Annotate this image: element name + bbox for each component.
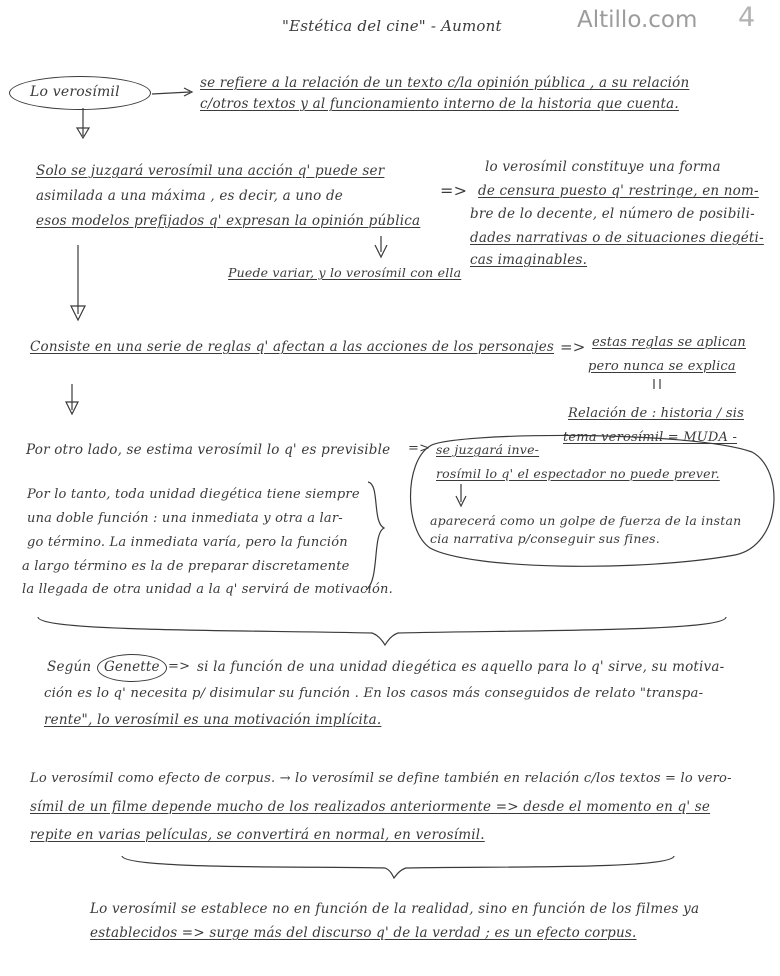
note-line: ción es lo q' necesita p/ disimular su función . En los casos más conseguidos de relato "transpa- xyxy=(44,686,704,701)
note-line: lo verosímil constituye una forma xyxy=(485,159,721,175)
note-line: Lo verosímil se establece no en función de la realidad, sino en función de los filmes ya xyxy=(90,901,700,917)
arrow-symbol: => xyxy=(168,659,191,674)
definition-line: c/otros textos y al funcionamiento interno de la historia que cuenta. xyxy=(200,96,679,112)
note-line: esos modelos prefijados q' expresan la opinión pública xyxy=(36,213,421,229)
note-line: Puede variar, y lo verosímil con ella xyxy=(228,265,462,280)
note-line: Por otro lado, se estima verosímil lo q' es previsible xyxy=(26,442,391,458)
note-line: bre de lo decente, el número de posibili- xyxy=(470,206,755,222)
arrow-symbol: => xyxy=(408,441,431,456)
note-line: rente", lo verosímil es una motivación implícita. xyxy=(44,712,382,728)
bubble-line: aparecerá como un golpe de fuerza de la instan xyxy=(430,513,742,528)
note-line: cas imaginables. xyxy=(470,252,588,268)
bubble-line: cia narrativa p/conseguir sus fines. xyxy=(430,531,660,546)
watermark: Altillo.com xyxy=(577,7,698,33)
note-line: si la función de una unidad diegética es aquello para lo q' sirve, su motiva- xyxy=(197,659,725,675)
term-verosimil: Lo verosímil xyxy=(30,84,120,100)
note-line: a largo término es la de preparar discretamente xyxy=(22,559,350,574)
note-line: Según xyxy=(47,659,92,675)
author-name: Genette xyxy=(104,659,160,675)
note-line: asimilada a una máxima , es decir, a uno de xyxy=(36,188,343,204)
note-line: la llegada de otra unidad a la q' servirá de motivación. xyxy=(22,582,393,597)
note-line: Por lo tanto, toda unidad diegética tiene siempre xyxy=(27,487,360,502)
page-number: 4 xyxy=(738,2,756,33)
note-line: establecidos => surge más del discurso q' de la verdad ; es un efecto corpus. xyxy=(90,925,637,941)
bubble-line: se juzgará inve- xyxy=(436,442,540,457)
note-line: de censura puesto q' restringe, en nom- xyxy=(478,183,759,199)
arrow-symbol: => xyxy=(560,338,586,356)
note-line: tema verosímil = MUDA - xyxy=(563,430,738,445)
bubble-line: rosímil lo q' el espectador no puede prever. xyxy=(436,466,720,481)
note-line: Consiste en una serie de reglas q' afectan a las acciones de los personajes xyxy=(30,339,555,355)
note-line: estas reglas se aplican xyxy=(592,335,746,350)
note-line: Solo se juzgará verosímil una acción q' puede ser xyxy=(36,163,385,179)
note-line: pero nunca se explica xyxy=(588,359,736,374)
arrow-symbol: => xyxy=(440,181,468,200)
note-line: go término. La inmediata varía, pero la función xyxy=(27,535,348,550)
note-line: una doble función : una inmediata y otra a lar- xyxy=(27,511,343,526)
definition-line: se refiere a la relación de un texto c/la opinión pública , a su relación xyxy=(200,75,690,91)
note-line: dades narrativas o de situaciones diegéti- xyxy=(470,230,764,246)
note-line: símil de un filme depende mucho de los realizados anteriormente => desde el momento en q' se xyxy=(30,799,711,815)
note-line: Relación de : historia / sis xyxy=(568,406,744,421)
note-line: repite en varias películas, se convertirá en normal, en verosímil. xyxy=(30,827,485,843)
document-title: "Estética del cine" - Aumont xyxy=(282,17,502,35)
note-line: Lo verosímil como efecto de corpus. → lo verosímil se define también en relación c/los textos = lo vero- xyxy=(30,771,732,786)
